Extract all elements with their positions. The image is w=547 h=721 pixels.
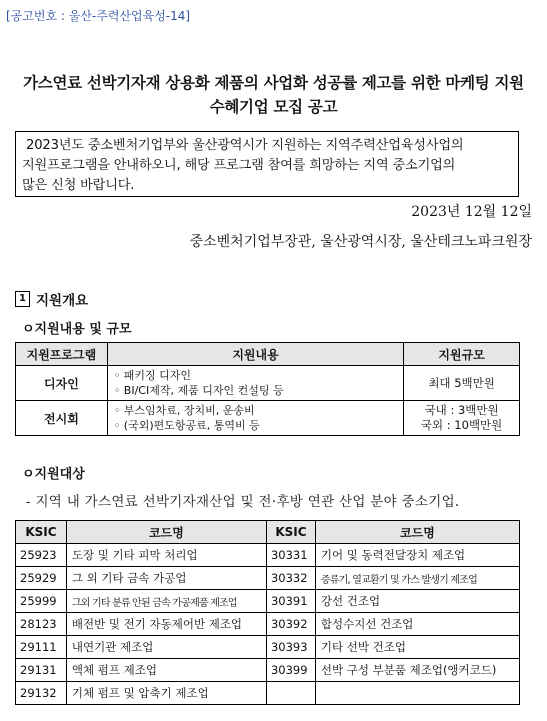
header-ksic: KSIC (266, 521, 315, 544)
ksic-code: 30399 (266, 659, 315, 682)
ksic-code: 29132 (16, 682, 67, 705)
header-code-name: 코드명 (315, 521, 519, 544)
ksic-name: 액체 펌프 제조업 (66, 659, 266, 682)
title-line-1: 가스연료 선박기자재 상용화 제품의 사업화 성공률 제고를 위한 마케팅 지원 (23, 74, 524, 92)
header-scale: 지원규모 (404, 343, 520, 366)
notice-number: [공고번호 : 울산-주력산업육성-14] (6, 9, 191, 23)
ksic-table-header (16, 521, 520, 544)
ksic-code: 25923 (16, 544, 67, 567)
program-name: 전시회 (16, 401, 108, 436)
ksic-code: 30331 (266, 544, 315, 567)
eligibility-description: - 지역 내 가스연료 선박기자재산업 및 전·후방 연관 산업 분야 중소기업. (26, 494, 460, 510)
support-table-header (16, 343, 520, 366)
table-row (16, 544, 520, 567)
ksic-name: 선박 구성 부분품 제조업(앵커코드) (315, 659, 519, 682)
ksic-name (315, 682, 519, 705)
ksic-name: 기체 펌프 및 압축기 제조업 (66, 682, 266, 705)
ksic-name: 합성수지선 건조업 (315, 613, 519, 636)
ksic-code (266, 682, 315, 705)
intro-line-3: 많은 신청 바랍니다. (22, 178, 135, 193)
program-scale (404, 366, 520, 401)
scale-line: 국외 : 10백만원 (420, 418, 503, 432)
ksic-code: 25929 (16, 567, 67, 590)
ksic-name: 배전반 및 전기 자동제어반 제조업 (66, 613, 266, 636)
announcement-title (0, 71, 547, 119)
header-content: 지원내용 (107, 343, 403, 366)
intro-box (15, 131, 519, 197)
program-item: ◦ 부스임차료, 장치비, 운송비 (113, 404, 255, 417)
ksic-name: 기타 선박 건조업 (315, 636, 519, 659)
program-items (107, 366, 403, 401)
program-item: ◦ 패키징 디자인 (113, 369, 192, 382)
section-number-box: 1 (15, 291, 30, 307)
ksic-code: 30392 (266, 613, 315, 636)
program-items (107, 401, 403, 436)
ksic-code: 30332 (266, 567, 315, 590)
ksic-name: 기어 및 동력전달장치 제조업 (315, 544, 519, 567)
table-row (16, 659, 520, 682)
program-scale (404, 401, 520, 436)
program-item: ◦ BI/CI제작, 제품 디자인 컨설팅 등 (113, 384, 284, 397)
ksic-name: 증류기, 열교환기 및 가스 발생기 제조업 (315, 567, 519, 590)
scale-line: 국내 : 3백만원 (424, 403, 499, 417)
ksic-name: 도장 및 기타 피막 처리업 (66, 544, 266, 567)
support-content-heading: ㅇ지원내용 및 규모 (22, 322, 132, 337)
title-line-2: 수혜기업 모집 공고 (209, 98, 338, 116)
ksic-code: 25999 (16, 590, 67, 613)
ksic-name: 그 외 기타 금속 가공업 (66, 567, 266, 590)
eligibility-heading: ㅇ지원대상 (22, 467, 85, 482)
header-code-name: 코드명 (66, 521, 266, 544)
ksic-code: 30393 (266, 636, 315, 659)
ksic-code: 28123 (16, 613, 67, 636)
scale-line: 최대 5백만원 (428, 375, 495, 390)
intro-line-2: 지원프로그램을 안내하오니, 해당 프로그램 참여를 희망하는 지역 중소기업의 (22, 158, 456, 173)
table-row (16, 590, 520, 613)
ksic-name: 내연기관 제조업 (66, 636, 266, 659)
header-program: 지원프로그램 (16, 343, 108, 366)
intro-line-1: 2023년도 중소벤처기업부와 울산광역시가 지원하는 지역주력산업육성사업의 (26, 138, 464, 153)
section-title: 지원개요 (36, 293, 89, 309)
table-row (16, 636, 520, 659)
program-name: 디자인 (16, 366, 108, 401)
table-row (16, 366, 520, 401)
table-row (16, 567, 520, 590)
ksic-table (15, 520, 520, 705)
support-table (15, 342, 520, 436)
ksic-code: 30391 (266, 590, 315, 613)
table-row (16, 401, 520, 436)
table-row (16, 682, 520, 705)
signers: 중소벤처기업부장관, 울산광역시장, 울산테크노파크원장 (189, 234, 532, 250)
ksic-name: 강선 건조업 (315, 590, 519, 613)
ksic-code: 29111 (16, 636, 67, 659)
announcement-date: 2023년 12월 12일 (411, 204, 532, 220)
section-heading (15, 289, 88, 309)
ksic-name: 그외 기타 분류 안된 금속 가공제품 제조업 (66, 590, 266, 613)
ksic-code: 29131 (16, 659, 67, 682)
program-item: ◦ (국외)편도항공료, 통역비 등 (113, 419, 260, 432)
table-row (16, 613, 520, 636)
header-ksic: KSIC (16, 521, 67, 544)
